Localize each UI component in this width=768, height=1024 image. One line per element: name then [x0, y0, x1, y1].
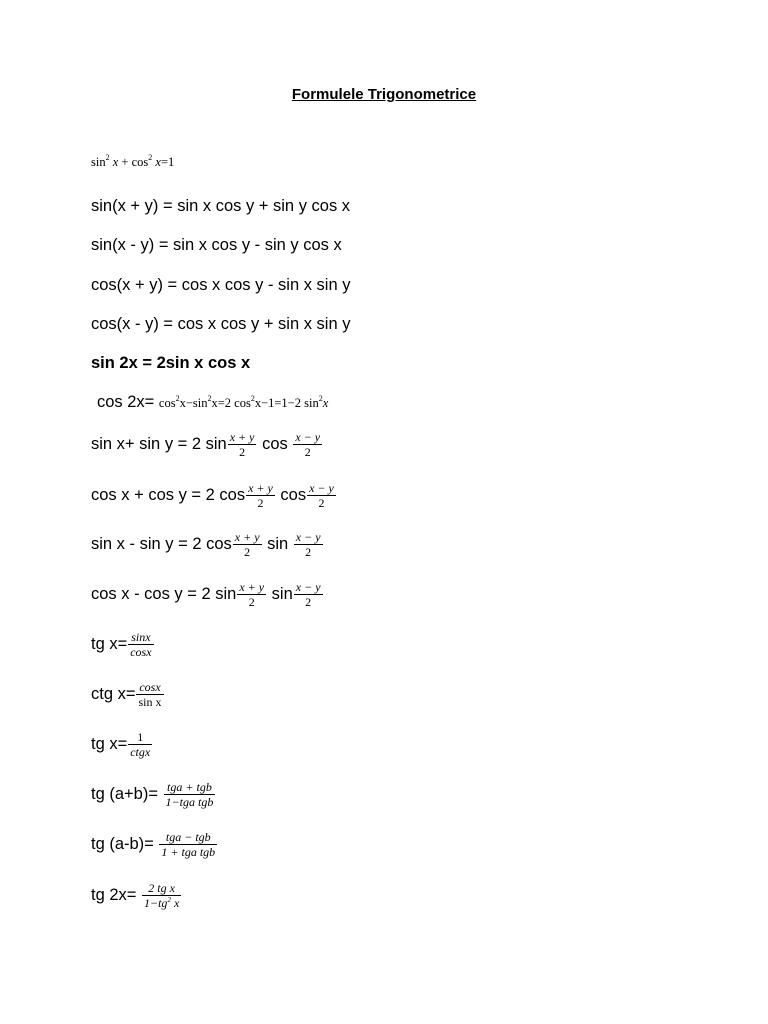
fraction: $\frac{\cos x}{\text{sin x}}$ [138, 680, 162, 709]
identity-equals: =1 [160, 155, 175, 169]
formula-tangent-inverse: tg x= $\frac{1}{\text{ctgx}}$ [91, 730, 151, 759]
identity-x1: x [109, 155, 119, 169]
formula-sin-sum: sin(x + y) = sin x cos y + sin y cos x [91, 197, 351, 215]
formula-tangent-double: tg 2x= $\frac{\text{2 tg x}}{1-tg^2 x}$ [91, 881, 180, 910]
fraction: $\frac{\text{tga − tgb}}{\text{1 + tga tgb}}$ [161, 830, 216, 859]
fraction: $\frac{1}{\text{ctgx}}$ [130, 730, 151, 759]
formula-tangent: tg x= $\frac{\sin x}{\cos x}$ [91, 630, 152, 659]
formula-sin-diff: sin(x - y) = sin x cos y - sin y cos x [91, 236, 342, 254]
fraction: $\frac{\sin x}{\cos x}$ [130, 630, 152, 659]
fraction: $\frac{x - y}{2}$ [295, 580, 321, 609]
identity-cos: cos [131, 155, 149, 169]
page-title: Formulele Trigonometrice [291, 86, 477, 103]
formula-cotangent: ctg x= $\frac{\cos x}{\text{sin x}}$ [91, 680, 162, 709]
formula-cos-diff: cos(x - y) = cos x cos y + sin x sin y [91, 315, 351, 333]
identity-sin-exp: 2 [105, 153, 110, 162]
identity-x2: x [152, 155, 161, 169]
fraction: $\frac{x + y}{2}$ [248, 481, 273, 510]
formula-sin-sum-product: sin x+ sin y = 2 sin $\frac{x + y}{2}$ cos $\frac{x - y}{2}$ [91, 430, 321, 459]
fraction: $\frac{\text{2 tg x}}{1-tg^2 x}$ [144, 881, 180, 910]
fraction: $\frac{x - y}{2}$ [295, 530, 321, 559]
formula-cos-diff-product: cos x - cos y = 2 sin $\frac{x + y}{2}$ sin $\frac{x - y}{2}$ [91, 580, 321, 609]
formula-tangent-diff: tg (a-b)= $\frac{\text{tga − tgb}}{\text{1 + tga tgb}}$ [91, 830, 216, 859]
fraction: $\frac{x + y}{2}$ [234, 530, 260, 559]
identity-cos-exp: 2 [148, 153, 153, 162]
formula-tangent-sum: tg (a+b)= $\frac{\text{tga + tgb}}{\text{1−tga tgb}}$ [91, 780, 214, 809]
identity-plus: + [118, 155, 132, 169]
fraction: $\frac{x - y}{2}$ [295, 430, 321, 459]
cos-double-expression: $\cos^2x-\sin^2x=2$ $\cos^2x-1=1-2$ $\sin^2x$ [158, 394, 329, 410]
formula-sin-diff-product: sin x - sin y = 2 cos $\frac{x + y}{2}$ sin $\frac{x - y}{2}$ [91, 530, 321, 559]
fraction: $\frac{x + y}{2}$ [229, 430, 255, 459]
pythagorean-identity [91, 153, 175, 169]
fraction: $\frac{x - y}{2}$ [309, 481, 334, 510]
cos-double-label: cos 2x= [97, 393, 155, 411]
formula-cos-sum-product: cos x + cos y = 2 cos $\frac{x + y}{2}$ cos $\frac{x - y}{2}$ [91, 481, 334, 510]
formula-sin-double: sin 2x = 2sin x cos x [91, 354, 251, 372]
fraction: $\frac{\text{tga + tgb}}{\text{1−tga tgb}}$ [165, 780, 214, 809]
formula-cos-sum: cos(x + y) = cos x cos y - sin x sin y [91, 276, 351, 294]
formula-cos-double [97, 394, 328, 411]
identity-sin: sin [91, 155, 106, 169]
fraction: $\frac{x + y}{2}$ [239, 580, 265, 609]
